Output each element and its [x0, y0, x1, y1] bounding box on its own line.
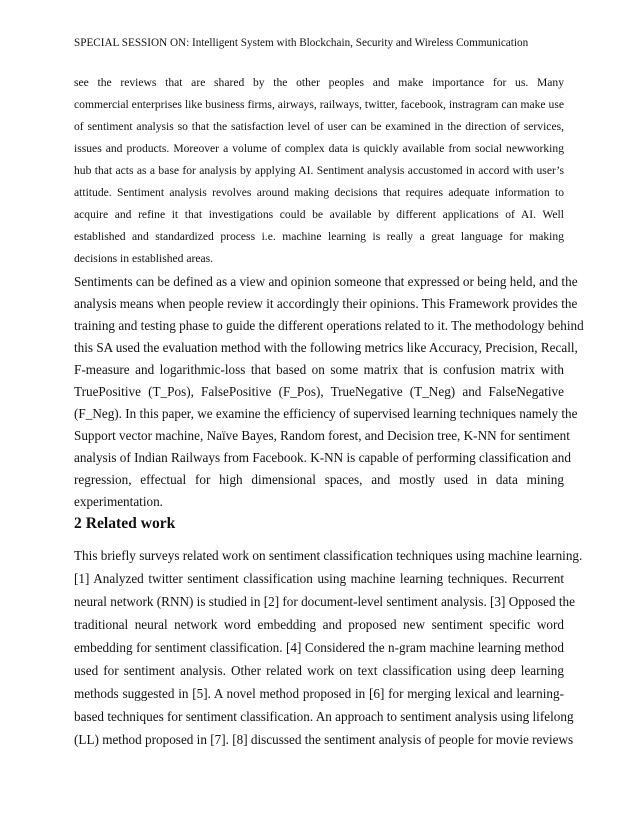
text-line: decisions in established areas.: [74, 252, 214, 265]
text-line: methods suggested in [5]. A novel method proposed in [6] for merging lexical and learning-: [74, 686, 564, 701]
text-line: training and testing phase to guide the different operations related to it. The methodology behind: [74, 318, 584, 333]
text-line: regression, effectual for high dimensional spaces, and mostly used in data mining: [74, 472, 564, 487]
text-line: [1] Analyzed twitter sentiment classification using machine learning techniques. Recurrent: [74, 571, 564, 586]
text-line: experimentation.: [74, 494, 163, 509]
text-line: attitude. Sentiment analysis revolves around making decisions that requires adequate information to: [74, 186, 564, 199]
text-line: used for sentiment analysis. Other related work on text classification using deep learning: [74, 663, 564, 678]
text-line: Support vector machine, Naïve Bayes, Random forest, and Decision tree, K-NN for sentiment: [74, 428, 570, 443]
text-line: (LL) method proposed in [7]. [8] discussed the sentiment analysis of people for movie reviews: [74, 732, 574, 747]
text-line: This briefly surveys related work on sentiment classification techniques using machine learning.: [74, 548, 583, 563]
section-heading: 2 Related work: [74, 515, 176, 532]
running-header: SPECIAL SESSION ON: Intelligent System with Blockchain, Security and Wireless Communication: [74, 37, 529, 49]
text-line: based techniques for sentiment classification. An approach to sentiment analysis using lifelong: [74, 709, 574, 724]
text-line: analysis of Indian Railways from Facebook. K-NN is capable of performing classification and: [74, 450, 571, 465]
text-line: traditional neural network word embedding and proposed new sentiment specific word: [74, 617, 564, 632]
text-line: of sentiment analysis so that the satisfaction level of user can be examined in the direction of services,: [74, 120, 564, 133]
text-line: Sentiments can be defined as a view and opinion someone that expressed or being held, and the: [74, 274, 578, 289]
text-line: commercial enterprises like business firms, airways, railways, twitter, facebook, instragram can make use: [74, 98, 564, 111]
text-line: F-measure and logarithmic-loss that based on some matrix that is confusion matrix with: [74, 362, 564, 377]
text-line: analysis means when people review it accordingly their opinions. This Framework provides the: [74, 296, 578, 311]
text-line: embedding for sentiment classification. [4] Considered the n-gram machine learning method: [74, 640, 564, 655]
text-line: established and standardized process i.e. machine learning is really a great language for making: [74, 230, 564, 243]
text-line: neural network (RNN) is studied in [2] for document-level sentiment analysis. [3] Opposed the: [74, 594, 576, 609]
text-line: acquire and refine it that investigations could be available by different applications of AI. Well: [74, 208, 564, 221]
text-line: (F_Neg). In this paper, we examine the efficiency of supervised learning techniques namely the: [74, 406, 578, 421]
text-line: issues and products. Moreover a volume of complex data is quickly available from social newworking: [74, 142, 564, 155]
text-line: see the reviews that are shared by the other peoples and make importance for us. Many: [74, 76, 564, 89]
text-line: this SA used the evaluation method with the following metrics like Accuracy, Precision, Recall,: [74, 340, 578, 355]
text-line: TruePositive (T_Pos), FalsePositive (F_Pos), TrueNegative (T_Neg) and FalseNegative: [74, 384, 564, 399]
text-line: hub that acts as a base for analysis by applying AI. Sentiment analysis accustomed in accord with user’s: [74, 164, 564, 177]
